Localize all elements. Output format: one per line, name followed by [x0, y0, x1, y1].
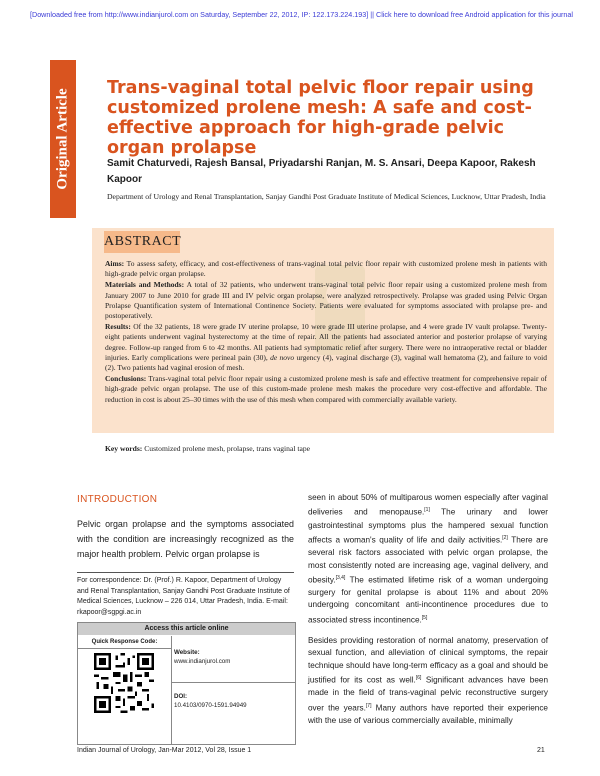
- abstract-methods: [105, 280, 547, 321]
- text-span: The estimated lifetime risk of a woman undergoing surgery for genital prolapse is about 11% and about 20% undergoing concomitant anti-incontinence procedures due to associated stress incontinence.: [308, 575, 548, 625]
- keywords-label: Key words:: [105, 444, 143, 453]
- abstract-heading: ABSTRACT: [104, 231, 180, 253]
- correspondence-label: For correspondence:: [77, 577, 142, 584]
- abstract-results: [105, 322, 547, 373]
- citation-ref[interactable]: [6]: [415, 675, 422, 682]
- access-heading: Access this article online: [78, 623, 295, 635]
- doi-label: DOI:: [174, 693, 188, 700]
- page-number: 21: [537, 747, 545, 754]
- conclusions-text: Trans-vaginal total pelvic floor repair using a customized prolene mesh is safe and effective treatment for comprehensive repair of high-grade pelvic organ prolapse. The use of this custom-made prolene mesh makes the procedure very cost-effective and affordable. The reduction in cost is about 25–30 times with the use of this mesh when compared with commercially available variety.: [105, 374, 547, 404]
- correspondence-block: [77, 572, 294, 618]
- article-type-label: Original Article: [54, 88, 71, 190]
- text-span: There are several risk factors associated with pelvic organ prolapse, the most consistently noted are increasing age, vaginal delivery, and obesity.: [308, 535, 549, 585]
- text-span: Significant advances have been made in the field of trans-vaginal pelvic reconstructive surgery over the years.: [308, 675, 548, 713]
- keywords-text: Customized prolene mesh, prolapse, trans vaginal tape: [142, 444, 310, 453]
- citation-ref[interactable]: [2]: [502, 534, 508, 541]
- right-paragraph-2: [308, 635, 548, 727]
- abstract-conclusions: [105, 374, 547, 405]
- qr-code-icon[interactable]: [94, 653, 154, 713]
- citation-ref[interactable]: [1]: [424, 507, 430, 514]
- footer-journal: Indian Journal of Urology, Jan-Mar 2012, Vol 28, Issue 1: [77, 747, 252, 754]
- access-online-box: [77, 622, 296, 745]
- aims-text: To assess safety, efficacy, and cost-effectiveness of trans-vaginal total pelvic floor repair with customized prolene mesh in patients with high-grade pelvic organ prolapse.: [105, 259, 547, 279]
- article-type-tab: [50, 60, 76, 218]
- right-paragraph-1: [308, 492, 548, 627]
- abstract-aims: [105, 259, 547, 279]
- text-span: seen in about 50% of multiparous women especially after vaginal deliveries and menopause.: [308, 493, 548, 518]
- abstract-body: [105, 259, 547, 406]
- conclusions-label: Conclusions:: [105, 374, 147, 384]
- text-span: Many authors have reported their experience with the use of various commercially available, minimally: [308, 703, 548, 725]
- results-text-b: urgency (4), vaginal discharge (3), vaginal wall hematoma (2), and failure to void (2). Two patients had vaginal erosion of mesh.: [105, 352, 547, 373]
- qr-label: Quick Response Code:: [78, 636, 171, 649]
- affiliation: Department of Urology and Renal Transplantation, Sanjay Gandhi Post Graduate Institute of Medical Sciences, Lucknow, Uttar Pradesh, India: [107, 192, 546, 201]
- download-notice[interactable]: [Downloaded free from http://www.indianjurol.com on Saturday, September 22, 2012, IP: 122.173.224.193] || Click here to download free Android application for this journal: [30, 10, 573, 19]
- methods-label: Materials and Methods:: [105, 280, 185, 290]
- aims-label: Aims:: [105, 259, 125, 268]
- methods-text: A total of 32 patients, who underwent trans-vaginal total pelvic floor repair using a customized prolene mesh from January 2007 to June 2010 for grade III and IV pelvic organ prolapse, were analyzed retrospectively. Prolapse was graded using Pelvic Organ Prolapse Quantification system of International Continence Society. Patients were evaluated for symptoms associated with prolapse pre- and postoperatively.: [105, 280, 548, 321]
- article-title: Trans-vaginal total pelvic floor repair using customized prolene mesh: A safe and cost-effective approach for high-grade pelvic organ prolapse: [107, 78, 534, 158]
- introduction-text: Pelvic organ prolapse and the symptoms associated with the condition are increasingly recognized as the major health problem. Pelvic organ prolapse is: [77, 519, 294, 559]
- citation-ref[interactable]: [7]: [365, 702, 372, 709]
- correspondence-text: Dr. (Prof.) R. Kapoor, Department of Urology and Renal Transplantation, Sanjay Gandhi Post Graduate Institute of Medical Sciences, Lucknow – 226 014, Uttar Pradesh, India. E-mail: rkapoor@sgpgi.ac.in: [77, 577, 290, 616]
- results-label: Results:: [105, 322, 131, 332]
- citation-ref[interactable]: [5]: [421, 614, 428, 621]
- citation-ref[interactable]: [3,4]: [335, 574, 346, 581]
- author-list: Samit Chaturvedi, Rajesh Bansal, Priyadarshi Ranjan, M. S. Ansari, Deepa Kapoor, Rakesh Kapoor: [107, 158, 536, 185]
- introduction-heading: INTRODUCTION: [77, 494, 158, 505]
- website-link[interactable]: www.indianjurol.com: [174, 658, 231, 665]
- website-label: Website:: [174, 649, 200, 656]
- results-italic: de novo: [270, 352, 295, 362]
- results-text-a: Of the 32 patients, 18 were grade IV uterine prolapse, 10 were grade III uterine prolapse, and 4 were grade IV vault prolapse. Twenty-eight patients underwent vaginal hysterectomy at the time of repair. All the patients had associated anterior and posterior prolapse of varying degree. Follow-up ranged from 6 to 42 months. All patients had symptomatic relief after surgery. There were no intraoperative rectal or bladder injuries. Early complications were perineal pain (30),: [105, 322, 547, 362]
- text-span: The urinary and lower gastrointestinal symptoms plus the hampered sexual function affects a woman's quality of life and daily activities.: [308, 508, 548, 545]
- access-links: [174, 648, 292, 710]
- doi-link[interactable]: 10.4103/0970-1591.94949: [174, 702, 247, 709]
- text-span: Besides providing restoration of normal anatomy, preservation of sexual function, and alleviation of clinical symptoms, the repair technique should have long-term efficacy as a goal and should be justified for its cost as well.: [308, 636, 548, 685]
- right-column-text: [308, 492, 548, 735]
- keywords: [105, 444, 547, 454]
